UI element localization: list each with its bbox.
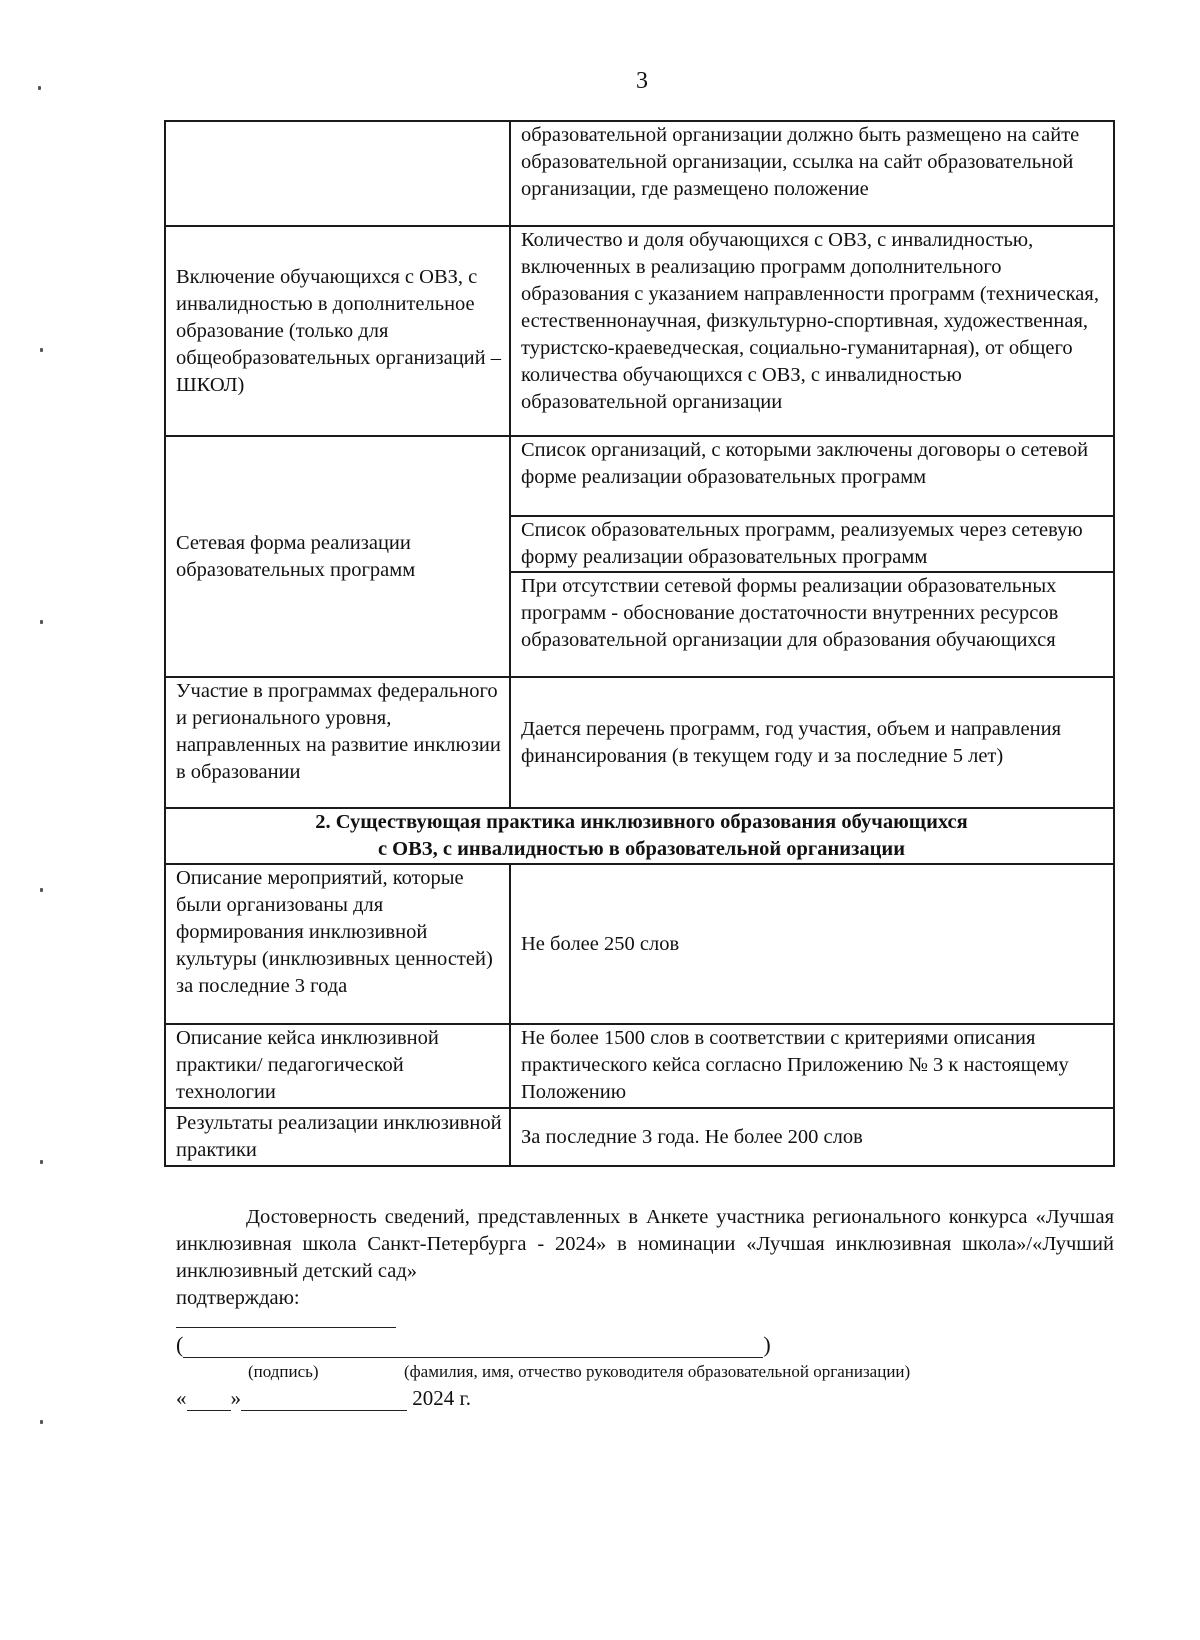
row-label-cell: Включение обучающихся с ОВЗ, с инвалидностью в дополнительное образование (только для общеобразовательных организаций – ШКОЛ) [165,226,510,436]
section-2-title-line-2: с ОВЗ, с инвалидностью в образовательной организации [377,838,906,860]
declaration-block [176,1204,1114,1312]
row-value-cell: Дается перечень программ, год участия, объем и направления финансирования (в текущем году и за последние 5 лет) [510,677,1114,808]
row-value-cell: Список образовательных программ, реализуемых через сетевую форму реализации образовательных программ [510,516,1114,572]
day-blank [187,1390,231,1411]
date-open-quote: « [176,1386,187,1410]
row-label-cell [165,121,510,226]
table-row [165,436,1114,516]
application-form-table [164,120,1115,1167]
row-value-cell: Количество и доля обучающихся с ОВЗ, с инвалидностью, включенных в реализацию программ дополнительного образования с указанием направленности программ (техническая, естественнонаучная, физкультурно-спортивная, художественная, туристско-краеведческая, социально-гуманитарная), от общего количества обучающихся с ОВЗ, с инвалидностью образовательной организации [510,226,1114,436]
signature-caption: (подпись) [248,1362,319,1381]
table-row [165,677,1114,808]
declaration-confirm: подтверждаю: [176,1287,300,1309]
close-paren: ) [763,1332,771,1357]
page-number: 3 [636,68,648,94]
row-value-cell: За последние 3 года. Не более 200 слов [510,1108,1114,1166]
date-year: 2024 г. [412,1386,471,1410]
row-value-cell: При отсутствии сетевой формы реализации образовательных программ - обоснование достаточности внутренних ресурсов образовательной организации для образования обучающихся [510,572,1114,677]
row-label-cell: Сетевая форма реализации образовательных программ [165,436,510,677]
full-name-caption: (фамилия, имя, отчество руководителя образовательной организации) [404,1362,911,1381]
row-value-cell: Список организаций, с которыми заключены договоры о сетевой форме реализации образовательных программ [510,436,1114,516]
date-line [176,1386,471,1411]
row-label-cell: Описание кейса инклюзивной практики/ педагогической технологии [165,1024,510,1108]
scan-speck [40,1420,43,1424]
table-row [165,121,1114,226]
scan-speck [40,620,43,624]
row-value-cell: Не более 1500 слов в соответствии с критериями описания практического кейса согласно Приложению № 3 к настоящему Положению [510,1024,1114,1108]
table-row [165,1024,1114,1108]
row-label-cell: Описание мероприятий, которые были организованы для формирования инклюзивной культуры (инклюзивных ценностей) за последние 3 года [165,864,510,1024]
scan-speck [40,348,43,352]
section-2-title-line-1: 2. Существующая практика инклюзивного образования обучающихся [315,811,968,833]
section-heading-row [165,808,1114,864]
row-value-cell: образовательной организации должно быть размещено на сайте образовательной организации, ссылка на сайт образовательной организации, где размещено положение [510,121,1114,226]
scan-speck [40,1160,43,1164]
full-name-line [176,1332,796,1358]
row-label-cell: Участие в программах федерального и регионального уровня, направленных на развитие инклюзии в образовании [165,677,510,808]
scan-speck [38,86,41,90]
section-2-title [165,808,1114,864]
declaration-text: Достоверность сведений, представленных в Анкете участника регионального конкурса «Лучшая инклюзивная школа Санкт-Петербурга - 2024» в номинации «Лучшая инклюзивная школа»/«Лучший инклюзивный детский сад» [176,1206,1114,1282]
row-label-cell: Результаты реализации инклюзивной практики [165,1108,510,1166]
signature-line [176,1327,396,1328]
table-row [165,226,1114,436]
month-blank [241,1390,407,1411]
table-row [165,1108,1114,1166]
table-row [165,864,1114,1024]
date-close-quote: » [230,1386,241,1410]
full-name-blank [183,1335,763,1358]
open-paren: ( [176,1332,184,1357]
scan-speck [40,888,43,892]
row-value-cell: Не более 250 слов [510,864,1114,1024]
